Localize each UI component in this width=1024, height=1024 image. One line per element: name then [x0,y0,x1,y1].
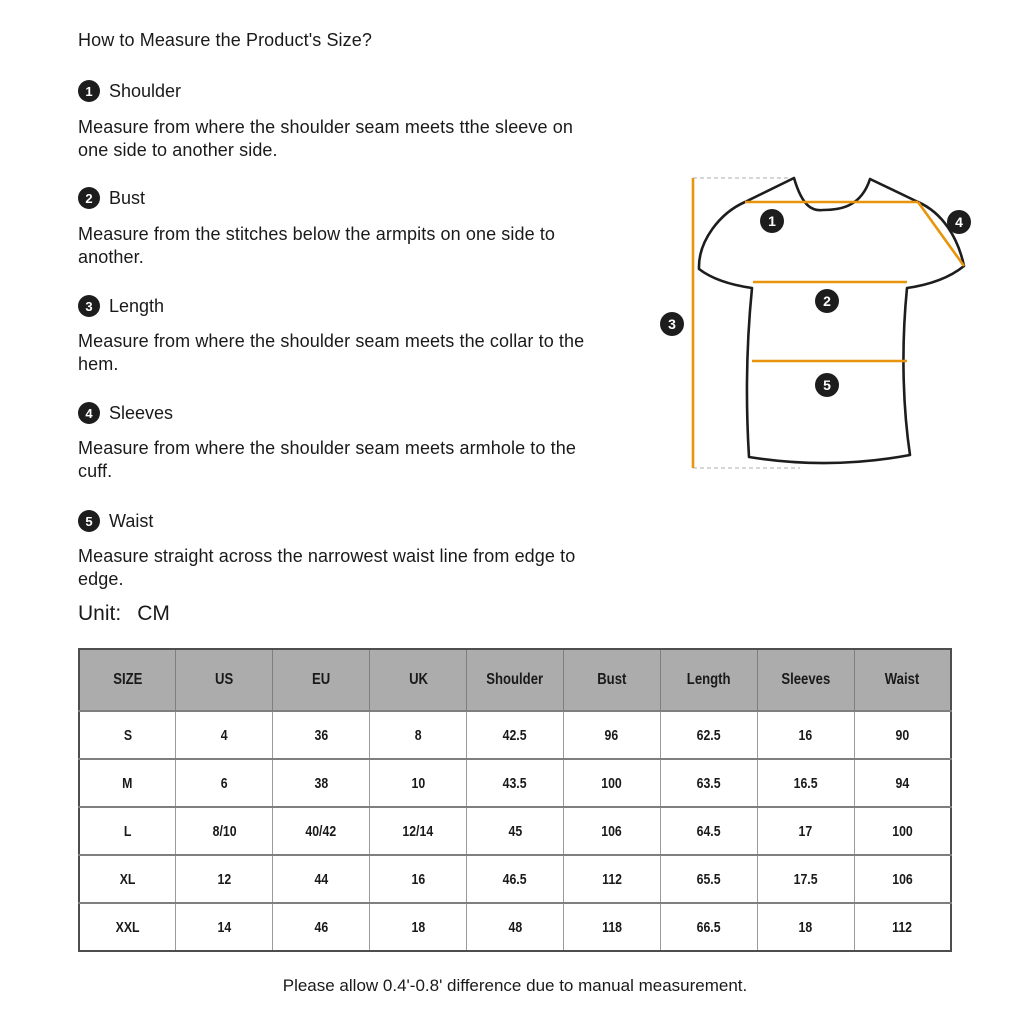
step-5-badge: 5 [78,510,100,532]
cell: 45 [467,807,564,855]
step-3-badge: 3 [78,295,100,317]
section-label-waist: Waist [109,510,154,531]
step-4-badge: 4 [78,402,100,424]
cell: 64.5 [660,807,757,855]
table-row-xxl [79,903,951,951]
cell: 48 [467,903,564,951]
section-heading-length [78,295,164,317]
col-header-us: US [176,649,273,711]
cell: 65.5 [660,855,757,903]
section-text-shoulder: Measure from where the shoulder seam meets tthe sleeve on one side to another side. [78,117,573,160]
col-header-sleeves: Sleeves [757,649,854,711]
section-heading-sleeves [78,402,173,424]
section-heading-bust [78,187,145,209]
cell: 46.5 [467,855,564,903]
cell: 36 [273,711,370,759]
section-text-waist: Measure straight across the narrowest waist line from edge to edge. [78,546,576,589]
cell: 106 [854,855,951,903]
unit-label: Unit: [78,602,122,625]
cell: S [79,711,176,759]
table-row-l [79,807,951,855]
col-header-size: SIZE [79,649,176,711]
unit-value: CM [137,602,170,625]
step-1-badge: 1 [78,80,100,102]
cell: 96 [563,711,660,759]
section-text-length: Measure from where the shoulder seam meets the collar to the hem. [78,331,585,374]
cell: 4 [176,711,273,759]
marker-3 [660,312,684,336]
step-2-badge: 2 [78,187,100,209]
col-header-waist: Waist [854,649,951,711]
cell: 42.5 [467,711,564,759]
cell: 16.5 [757,759,854,807]
svg-text:3: 3 [668,316,676,332]
section-label-bust: Bust [109,187,146,208]
cell: 100 [854,807,951,855]
section-label-shoulder: Shoulder [109,80,182,101]
cell: M [79,759,176,807]
section-label-length: Length [109,295,165,316]
cell: 66.5 [660,903,757,951]
cell: 62.5 [660,711,757,759]
cell: 100 [563,759,660,807]
marker-1 [760,209,784,233]
tshirt-measurement-diagram [648,158,1024,478]
cell: 90 [854,711,951,759]
marker-5 [815,373,839,397]
cell: XXL [79,903,176,951]
tshirt-outline [699,178,964,463]
cell: 112 [854,903,951,951]
size-chart-table [78,648,952,952]
section-text-sleeves: Measure from where the shoulder seam meets armhole to the cuff. [78,438,576,481]
cell: L [79,807,176,855]
cell: 118 [563,903,660,951]
cell: 8 [370,711,467,759]
cell: 94 [854,759,951,807]
unit-line [78,602,170,626]
marker-4 [947,210,971,234]
cell: 17.5 [757,855,854,903]
table-header-row [79,649,951,711]
marker-2 [815,289,839,313]
cell: 12/14 [370,807,467,855]
cell: 17 [757,807,854,855]
cell: 112 [563,855,660,903]
section-heading-shoulder [78,80,181,102]
table-row-s [79,711,951,759]
col-header-shoulder: Shoulder [467,649,564,711]
svg-text:5: 5 [823,377,831,393]
cell: 6 [176,759,273,807]
cell: 10 [370,759,467,807]
cell: 12 [176,855,273,903]
measurement-disclaimer: Please allow 0.4'-0.8' difference due to manual measurement. [282,976,748,995]
section-text-bust: Measure from the stitches below the armpits on one side to another. [78,224,556,267]
cell: 40/42 [273,807,370,855]
col-header-length: Length [660,649,757,711]
section-heading-waist [78,510,153,532]
cell: 14 [176,903,273,951]
svg-text:2: 2 [823,293,831,309]
cell: 18 [757,903,854,951]
cell: 44 [273,855,370,903]
cell: 63.5 [660,759,757,807]
col-header-eu: EU [273,649,370,711]
cell: XL [79,855,176,903]
page-title: How to Measure the Product's Size? [78,30,372,50]
table-row-xl [79,855,951,903]
cell: 8/10 [176,807,273,855]
section-label-sleeves: Sleeves [109,402,174,423]
svg-text:1: 1 [768,213,776,229]
cell: 106 [563,807,660,855]
cell: 46 [273,903,370,951]
table-row-m [79,759,951,807]
cell: 16 [757,711,854,759]
cell: 38 [273,759,370,807]
col-header-bust: Bust [563,649,660,711]
svg-text:4: 4 [955,214,963,230]
cell: 16 [370,855,467,903]
col-header-uk: UK [370,649,467,711]
cell: 18 [370,903,467,951]
cell: 43.5 [467,759,564,807]
